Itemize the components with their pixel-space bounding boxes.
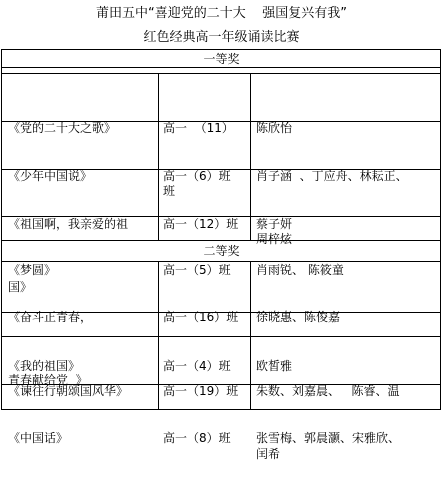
piece-line: 国》	[8, 280, 33, 294]
class-line: 高一 （11）	[163, 121, 234, 135]
class-cell	[163, 386, 249, 470]
names-cell	[256, 386, 438, 470]
names-line: 闰希	[256, 447, 281, 461]
names-line: 张雪梅、郭晨灏、宋雅欣、	[256, 431, 401, 445]
section-first-prize: 一等奖	[203, 52, 240, 66]
document-title: 莆田五中“喜迎党的二十大 强国复兴有我”	[96, 6, 347, 21]
document-subtitle: 红色经典高一年级诵读比赛	[143, 30, 300, 45]
names-line: 肖子涵 、丁应舟、林耘正、	[256, 169, 408, 183]
piece-cell	[8, 386, 156, 470]
piece-line: 《中国话》	[8, 431, 69, 445]
names-line: 欧皙雅	[256, 359, 293, 373]
names-line: 周梓炫	[256, 232, 293, 246]
class-line: 高一（16）班	[163, 310, 239, 324]
piece-line: 青春献给党 》	[8, 373, 88, 387]
piece-line: 《我的祖国》	[8, 359, 81, 373]
piece-line: 《梦圆》	[8, 263, 57, 277]
class-line: 高一（5）班	[163, 263, 231, 277]
names-line: 蔡子妍	[256, 217, 293, 231]
piece-line: 《谏往行朝颂国风华》	[8, 384, 129, 398]
class-line: 高一（19）班	[163, 384, 239, 398]
names-line: 肖雨锐、 陈筱童	[256, 263, 344, 277]
names-line: 徐晓惠、陈俊嘉	[256, 310, 341, 324]
piece-line: 《党的二十大之歌》	[8, 121, 117, 135]
class-line: 班	[163, 184, 176, 198]
piece-line: 《少年中国说》	[8, 169, 93, 183]
piece-line: 《祖国啊，我亲爱的祖	[8, 217, 129, 231]
class-line: 高一（8）班	[163, 431, 231, 445]
names-line: 朱数、刘嘉晨、 陈睿、温	[256, 384, 400, 398]
class-line: 高一（4）班	[163, 359, 231, 373]
piece-line: 《奋斗正青春，	[8, 310, 93, 324]
class-line: 高一（6）班	[163, 169, 231, 183]
class-line: 高一（12）班	[163, 217, 239, 231]
names-line: 陈欣怡	[256, 121, 293, 135]
section-second-prize: 二等奖	[203, 244, 240, 258]
